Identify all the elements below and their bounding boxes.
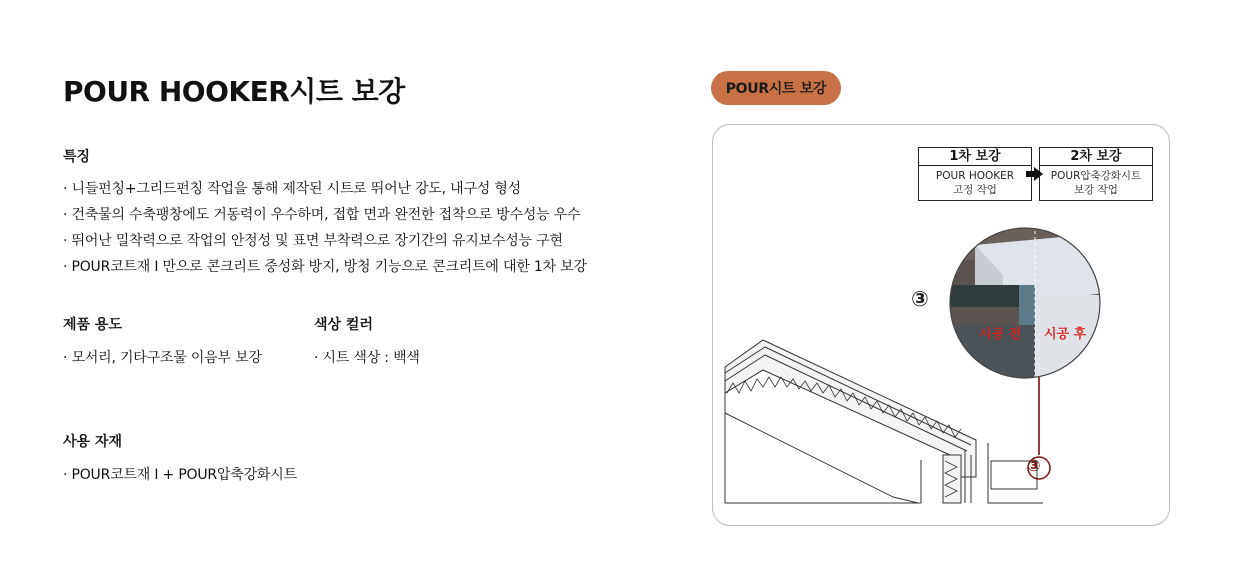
usage-heading: 제품 용도	[63, 317, 122, 333]
step2-line1: POUR압축강화시트	[1050, 170, 1142, 182]
features-heading: 특징	[63, 149, 91, 165]
diagram-frame	[712, 124, 1170, 526]
color-text: · 시트 색상 : 백색	[314, 350, 420, 366]
step2-line2: 보강 작업	[1074, 184, 1118, 196]
materials-heading: 사용 자재	[63, 434, 122, 450]
step1-line2: 고정 작업	[953, 184, 997, 196]
feature-item-4: · POUR코트재 I 만으로 콘크리트 중성화 방지, 방청 기능으로 콘크리트에 대한 1차 보강	[63, 259, 587, 275]
step1-header: 1차 보강	[919, 148, 1031, 166]
color-heading: 색상 컬러	[314, 317, 373, 333]
page-title: POUR HOOKER시트 보강	[63, 75, 405, 108]
feature-item-1: · 니들펀칭+그리드펀칭 작업을 통해 제작된 시트로 뛰어난 강도, 내구성 형성	[63, 181, 522, 197]
step2-header: 2차 보강	[1040, 148, 1152, 166]
reinforcement-badge: POUR시트 보강	[711, 71, 841, 105]
after-label: 시공 후	[1044, 327, 1087, 342]
marker-label-top: ③	[911, 287, 929, 311]
feature-item-3: · 뛰어난 밀착력으로 작업의 안정성 및 표면 부착력으로 장기간의 유지보수성능 구현	[63, 233, 563, 249]
arrow-right-icon	[1026, 167, 1043, 181]
usage-text: · 모서리, 기타구조물 이음부 보강	[63, 350, 262, 366]
materials-text: · POUR코트재 I + POUR압축강화시트	[63, 467, 297, 483]
step1-line1: POUR HOOKER	[935, 170, 1015, 182]
marker-label-bottom: ③	[1027, 456, 1041, 475]
feature-item-2: · 건축물의 수축팽창에도 거동력이 우수하며, 접합 면과 완전한 접착으로 방수성능 우수	[63, 207, 581, 223]
before-label: 시공 전	[979, 327, 1022, 342]
